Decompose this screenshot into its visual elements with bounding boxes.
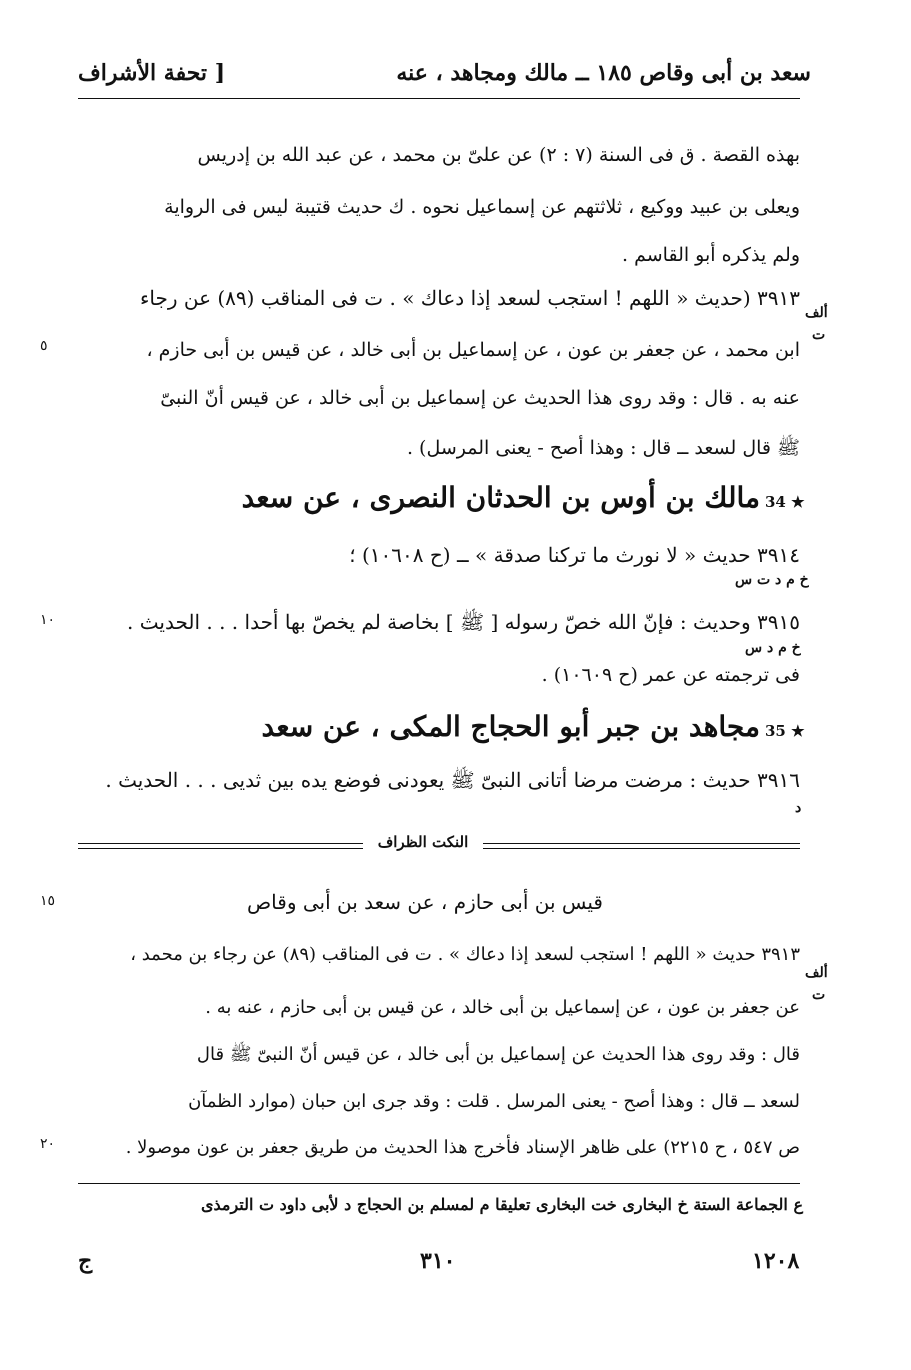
entry-3915: ٣٩١٥ وحديث : فإنّ الله خصّ رسوله [ ﷺ ] بخاصة لم يخصّ بها أحدا . . . الحديث . <box>127 610 800 634</box>
section-title: مالك بن أوس بن الحدثان النصرى ، عن سعد <box>241 481 760 514</box>
footnote-rule <box>78 1183 800 1184</box>
line-count: ٥ <box>40 338 48 354</box>
section-number: 34 ★ <box>765 493 805 511</box>
margin-tag: خ م د س <box>745 640 801 656</box>
section-number: 35 ★ <box>765 722 805 740</box>
entry-3914: ٣٩١٤ حديث « لا نورث ما تركنا صدقة » ــ (ح ١٠٦٠٨) ؛ <box>349 543 800 567</box>
margin-tag: د <box>795 800 802 816</box>
entry-3915-cont: فى ترجمته عن عمر (ح ١٠٦٠٩) . <box>541 664 800 686</box>
margin-tag: ألف <box>805 965 828 981</box>
divider-right <box>483 843 800 849</box>
margin-tag: ت <box>812 987 826 1003</box>
nukat-heading: قيس بن أبى حازم ، عن سعد بن أبى وقاص <box>247 890 603 914</box>
entry-3916: ٣٩١٦ حديث : مرضت مرضا أتانى النبىّ ﷺ يعودنى فوضع يده بين ثديى . . . الحديث . <box>105 768 800 792</box>
divider-left <box>78 843 363 849</box>
page-number: ٣١٠ <box>420 1248 456 1274</box>
abbreviation-key: ع الجماعة الستة خ البخارى خت البخارى تعليقا م لمسلم بن الحجاج د لأبى داود ت الترمذى <box>200 1195 803 1214</box>
line-count: ١٥ <box>40 893 56 909</box>
footer-left-mark: ج <box>78 1248 93 1274</box>
line-count: ٢٠ <box>40 1136 56 1152</box>
margin-tag: خ م د ت س <box>735 572 809 588</box>
footer-right-number: ١٢٠٨ <box>752 1248 800 1274</box>
nukat-line: لسعد ــ قال : وهذا أصح - يعنى المرسل . قلت : وقد جرى ابن حبان (موارد الظمآن <box>188 1091 800 1112</box>
body-line: ويعلى بن عبيد ووكيع ، ثلاثتهم عن إسماعيل نحوه . ك حديث قتيبة ليس فى الرواية <box>164 196 800 218</box>
body-line: عنه به . قال : وقد روى هذا الحديث عن إسماعيل بن أبى خالد ، عن قيس أنّ النبىّ <box>160 387 800 409</box>
body-line: ﷺ قال لسعد ــ قال : وهذا أصح - يعنى المرسل) . <box>406 437 800 459</box>
nukat-line: ٣٩١٣ حديث « اللهم ! استجب لسعد إذا دعاك » . ت فى المناقب (٨٩) عن رجاء بن محمد ، <box>130 944 800 965</box>
line-count: ١٠ <box>40 612 56 628</box>
body-line-3913: ٣٩١٣ (حديث « اللهم ! استجب لسعد إذا دعاك » . ت فى المناقب (٨٩) عن رجاء <box>139 286 800 310</box>
body-line: ابن محمد ، عن جعفر بن عون ، عن إسماعيل بن أبى خالد ، عن قيس بن أبى حازم ، <box>146 339 800 361</box>
running-header-right: سعد بن أبى وقاص ١٨٥ ــ مالك ومجاهد ، عنه <box>396 60 811 86</box>
margin-tag: ألف <box>805 305 828 321</box>
body-line: ولم يذكره أبو القاسم . <box>622 244 800 266</box>
section-title: مجاهد بن جبر أبو الحجاج المكى ، عن سعد <box>261 710 760 743</box>
nukat-title: النكت الظراف <box>377 833 469 851</box>
header-rule <box>78 98 800 99</box>
nukat-line: ص ٥٤٧ ، ح ٢٢١٥) على ظاهر الإسناد فأخرج هذا الحديث من طريق جعفر بن عون موصولا . <box>125 1137 800 1158</box>
nukat-line: عن جعفر بن عون ، عن إسماعيل بن أبى خالد ، عن قيس بن أبى حازم ، عنه به . <box>205 997 800 1018</box>
running-header-left: [ تحفة الأشراف <box>78 60 226 86</box>
margin-tag: ت <box>812 327 826 343</box>
body-line: بهذه القصة . ق فى السنة (٧ : ٢) عن علىّ بن محمد ، عن عبد الله بن إدريس <box>197 144 800 166</box>
nukat-line: قال : وقد روى هذا الحديث عن إسماعيل بن أبى خالد ، عن قيس أنّ النبىّ ﷺ قال <box>196 1044 800 1065</box>
